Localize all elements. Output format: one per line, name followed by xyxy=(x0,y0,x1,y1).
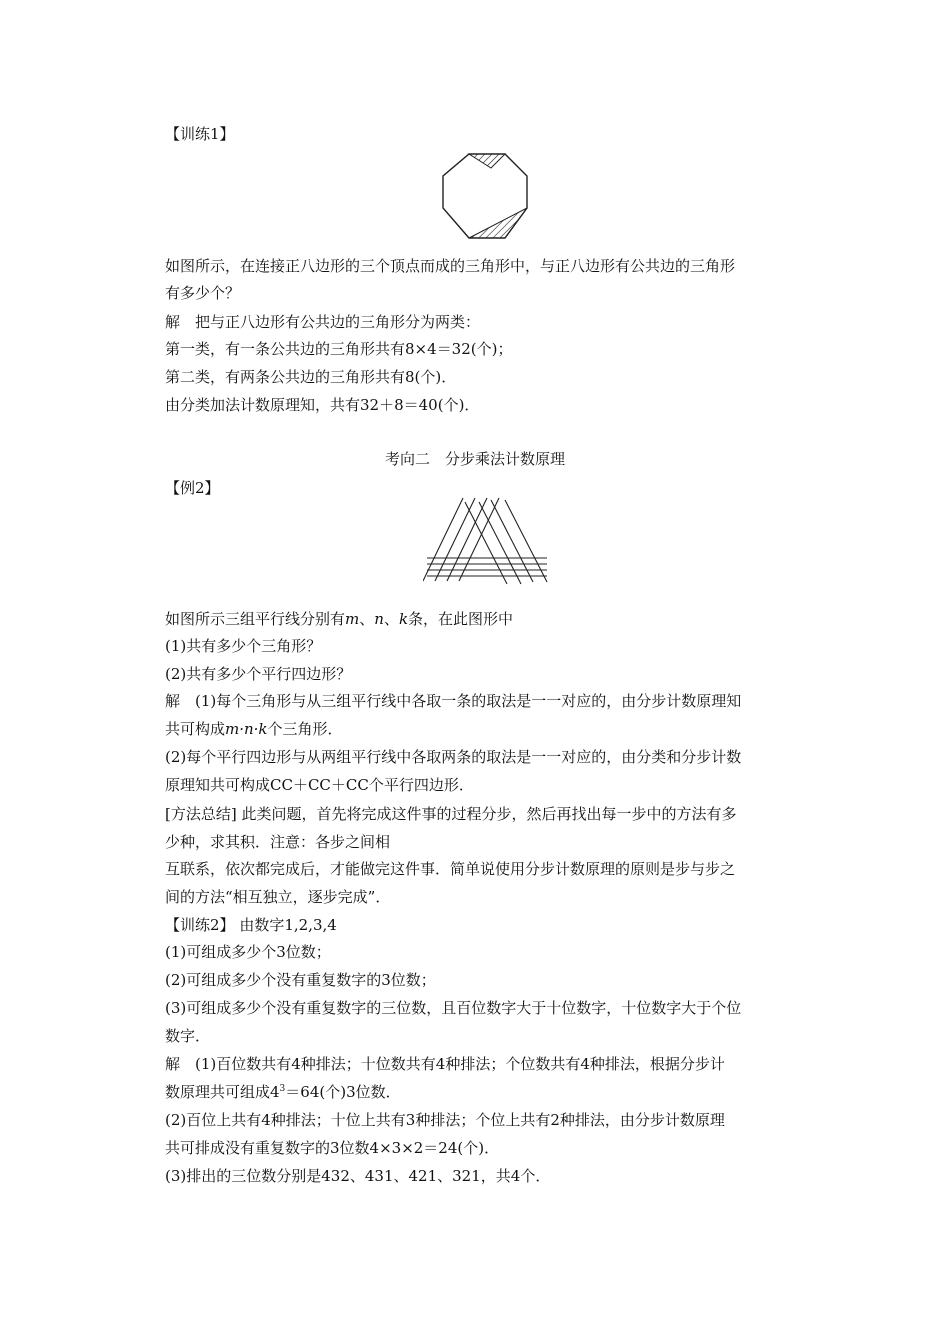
left-line-3 xyxy=(447,498,487,581)
exercise1-question-line2: 有多少个？ xyxy=(165,284,241,302)
exercise1-question-line1: 如图所示，在连接正八边形的三个顶点而成的三角形中，与正八边形有公共边的三角形 xyxy=(165,257,736,275)
octagon-figure xyxy=(439,150,535,246)
example2-intro: 如图所示三组平行线分别有m、n、k条，在此图形中 xyxy=(165,610,514,628)
left-line-4 xyxy=(459,498,499,581)
method-summary-line3: 互联系，依次都完成后，才能做完这件事．简单说使用分步计数原理的原则是步与步之 xyxy=(165,860,736,878)
example2-solution2-line2: 原理知共可构成CC＋CC＋CC个平行四边形． xyxy=(165,776,474,794)
exercise1-solution-line4: 由分类加法计数原理知，共有32＋8＝40(个)． xyxy=(165,396,480,414)
regular-octagon xyxy=(443,154,527,238)
exercise2-question2: (2)可组成多少个没有重复数字的3位数； xyxy=(165,971,436,989)
exercise2-question1: (1)可组成多少个3位数； xyxy=(165,943,331,961)
method-summary-line1: [方法总结] 此类问题，首先将完成这件事的过程分步，然后再找出每一步中的方法有多 xyxy=(165,805,737,823)
exercise2-solution3: (3)排出的三位数分别是432、431、421、321，共4个． xyxy=(165,1167,551,1185)
exercise1-label: 【训练1】 xyxy=(165,125,235,143)
exercise1-solution-line1: 解 把与正八边形有公共边的三角形分为两类： xyxy=(165,313,481,331)
example2-solution2-line1: (2)每个平行四边形与从两组平行线中各取两条的取法是一一对应的，由分类和分步计数 xyxy=(165,748,742,766)
exercise2-solution2-line1: (2)百位上共有4种排法；十位上共有3种排法；个位上共有2种排法，由分步计数原理 xyxy=(165,1111,725,1129)
exercise2-solution2-line2: 共可排成没有重复数字的3位数4×3×2＝24(个)． xyxy=(165,1139,500,1157)
example2-question1: (1)共有多少个三角形？ xyxy=(165,637,322,655)
exercise1-solution-line2: 第一类，有一条公共边的三角形共有8×4＝32(个)； xyxy=(165,340,513,358)
parallel-lines-figure xyxy=(423,496,553,588)
example2-solution1-line1: 解 (1)每个三角形与从三组平行线中各取一条的取法是一一对应的，由分步计数原理知 xyxy=(165,692,742,710)
right-line-1 xyxy=(465,502,507,584)
exercise2-label: 【训练2】 xyxy=(165,916,235,934)
exercise2-question3-line1: (3)可组成多少个没有重复数字的三位数，且百位数字大于十位数字，十位数字大于个位 xyxy=(165,999,742,1017)
example2-label: 【例2】 xyxy=(165,479,220,497)
section-heading: 考向二 分步乘法计数原理 xyxy=(384,450,565,468)
exercise1-solution-line3: 第二类，有两条公共边的三角形共有8(个)． xyxy=(165,368,457,386)
exercise2-solution1-line2: 数原理共可组成$4^3=64$(个)3位数． xyxy=(165,1083,401,1101)
method-summary-line2: 少种，求其积．注意：各步之间相 xyxy=(165,833,391,851)
example2-solution1-line2: 共可构成m·n·k个三角形． xyxy=(165,720,343,738)
left-line-1 xyxy=(423,498,463,581)
shaded-triangle-bottom xyxy=(469,208,527,238)
exercise2-header: 【训练2】 由数字1,2,3,4 xyxy=(165,916,337,934)
method-summary-line4: 间的方法“相互独立，逐步完成”． xyxy=(165,888,391,906)
example2-question2: (2)共有多少个平行四边形？ xyxy=(165,665,352,683)
right-line-2 xyxy=(479,502,521,584)
exercise2-solution1-line1: 解 (1)百位数共有4种排法；十位数共有4种排法；个位数共有4种排法，根据分步计 xyxy=(165,1055,725,1073)
exercise2-question3-line2: 数字． xyxy=(165,1027,211,1045)
shaded-triangle-top xyxy=(469,154,505,168)
